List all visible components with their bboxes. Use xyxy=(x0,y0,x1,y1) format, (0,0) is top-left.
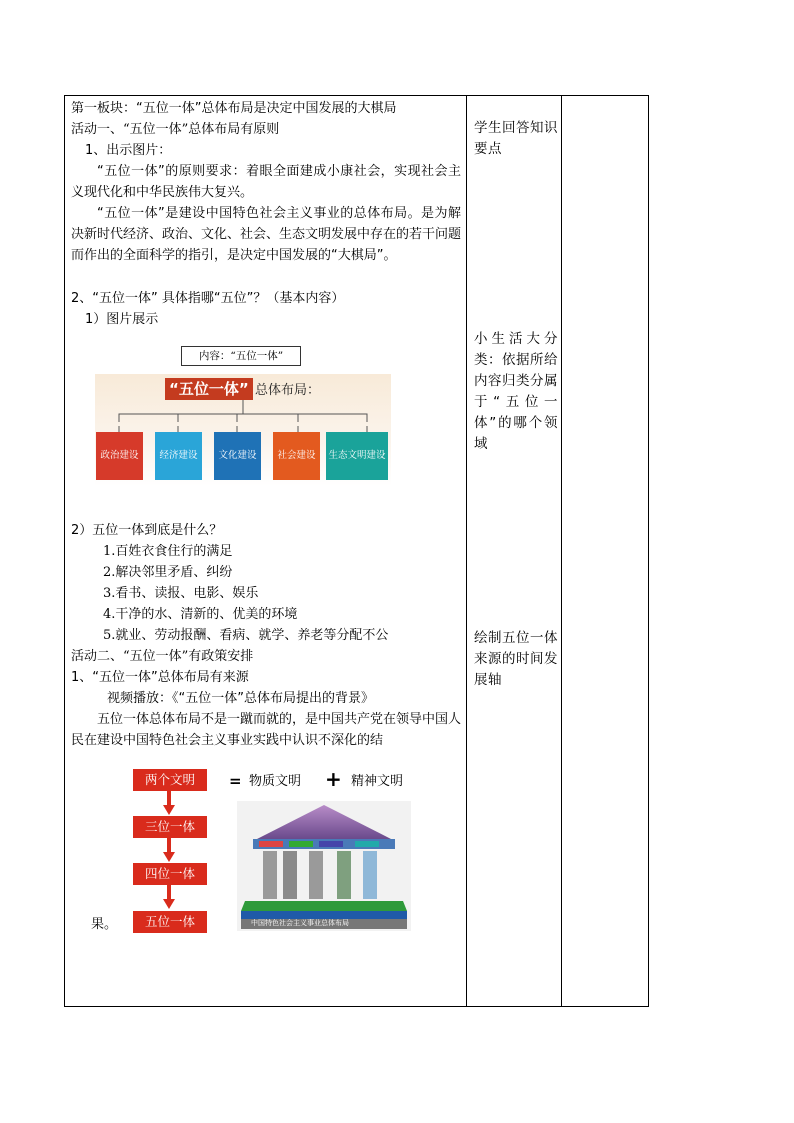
list-item: 3.看书、读报、电影、娱乐 xyxy=(103,586,259,601)
column-divider xyxy=(466,96,467,1006)
temple-icon xyxy=(237,801,411,931)
ecology-box: 生态文明建设 xyxy=(326,432,388,480)
figure-title-rest: 总体布局： xyxy=(255,383,321,398)
step-label: 1、“五位一体”总体布局有来源 xyxy=(71,670,249,685)
side-note: 小生活大分类：依据所给内容归类分属于“五位一体”的哪个领域 xyxy=(474,331,558,452)
five-in-one-figure xyxy=(95,346,391,486)
society-box: 社会建设 xyxy=(273,432,320,480)
column-divider xyxy=(561,96,562,1006)
step-label: 1、出示图片： xyxy=(85,143,172,158)
temple-base-label: 中国特色社会主义事业总体布局 xyxy=(251,919,349,927)
lesson-table xyxy=(64,95,649,1007)
side-note: 学生回答知识要点 xyxy=(474,120,558,157)
figure-caption: 内容：“五位一体” xyxy=(181,346,301,366)
step-five-in-one: 五位一体 xyxy=(133,911,207,933)
paragraph: “五位一体”的原则要求：着眼全面建成小康社会，实现社会主义现代化和中华民族伟大复兴。 xyxy=(71,164,461,200)
plus-sign: + xyxy=(325,767,342,791)
step-label: 1）图片展示 xyxy=(85,312,159,327)
arrow-icon xyxy=(163,852,175,862)
paragraph-end: 果。 xyxy=(91,917,118,932)
video-label: 视频播放：《“五位一体”总体布局提出的背景》 xyxy=(107,691,374,706)
step-three-in-one: 三位一体 xyxy=(133,816,207,838)
paragraph: 五位一体总体布局不是一蹴而就的，是中国共产党在领导中国人民在建设中国特色社会主义事业实践中认识不深化的结 xyxy=(71,712,462,748)
economy-box: 经济建设 xyxy=(155,432,202,480)
step-label: 2、“五位一体” 具体指哪“五位”？（基本内容） xyxy=(71,291,345,306)
culture-box: 文化建设 xyxy=(214,432,261,480)
figure-title: “五位一体” xyxy=(165,378,253,400)
paragraph: “五位一体”是建设中国特色社会主义事业的总体布局。是为解决新时代经济、政治、文化、社会、生态文明发展中存在的若干问题而作出的全面科学的指引，是决定中国发展的“大棋局”。 xyxy=(71,206,462,263)
question-label: 2）五位一体到底是什么？ xyxy=(71,523,223,538)
section-heading: 第一板块：“五位一体”总体布局是决定中国发展的大棋局 xyxy=(71,101,397,116)
material-civilization: 物质文明 xyxy=(249,774,302,789)
step-two-civilizations: 两个文明 xyxy=(133,769,207,791)
evolution-figure xyxy=(125,769,415,935)
spiritual-civilization: 精神文明 xyxy=(351,774,404,789)
side-note: 绘制五位一体来源的时间发展轴 xyxy=(474,630,558,688)
list-item: 5.就业、劳动报酬、看病、就学、养老等分配不公 xyxy=(103,628,389,643)
activity-title: 活动一、“五位一体”总体布局有原则 xyxy=(71,122,280,137)
list-item: 1.百姓衣食住行的满足 xyxy=(103,544,233,559)
list-item: 4.干净的水、清新的、优美的环境 xyxy=(103,607,298,622)
list-item: 2.解决邻里矛盾、纠纷 xyxy=(103,565,233,580)
step-four-in-one: 四位一体 xyxy=(133,863,207,885)
politics-box: 政治建设 xyxy=(96,432,143,480)
arrow-icon xyxy=(163,899,175,909)
arrow-icon xyxy=(163,805,175,815)
temple-illustration xyxy=(237,801,411,931)
figure-banner xyxy=(95,374,391,486)
activity-title: 活动二、“五位一体”有政策安排 xyxy=(71,649,254,664)
equals-sign: = xyxy=(229,772,242,790)
